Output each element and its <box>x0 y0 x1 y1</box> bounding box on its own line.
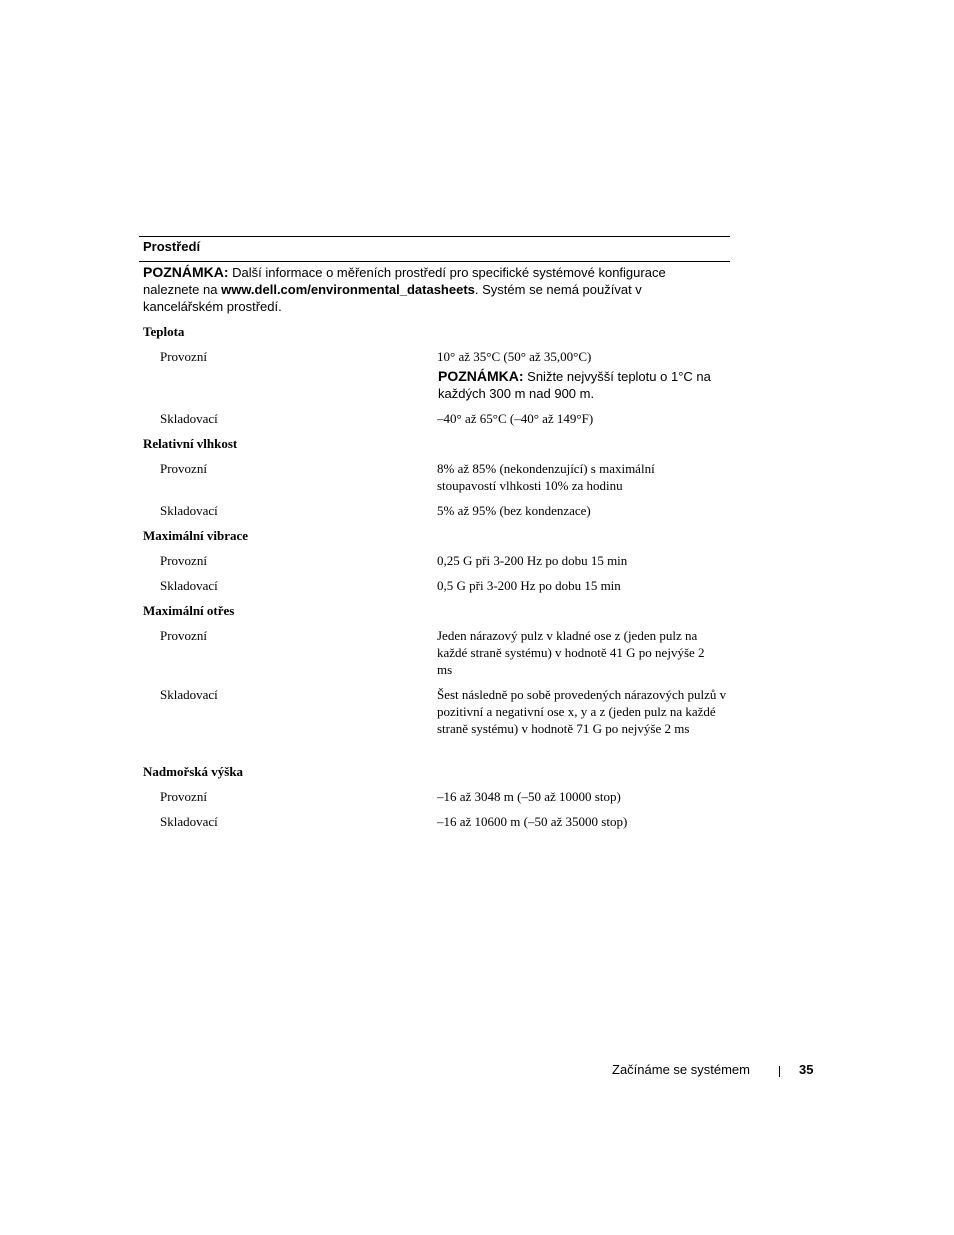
temperature-note <box>438 368 728 402</box>
row-value: –40° až 65°C (–40° až 149°F) <box>437 411 594 426</box>
page-number: 35 <box>799 1062 814 1077</box>
temperature-note-text: Snižte nejvyšší teplotu o 1°C na každých 300 m nad 900 m. <box>438 369 711 401</box>
group-title-teplota: Teplota <box>143 324 185 339</box>
note-text-2: . Systém se nemá používat v kancelářském prostředí. <box>143 282 642 314</box>
note-lead: POZNÁMKA: <box>143 264 229 280</box>
row-label: Skladovací <box>160 578 218 593</box>
environment-note <box>143 264 723 315</box>
row-value: Jeden nárazový pulz v kladné ose z (jeden pulz na každé straně systému) v hodnotě 41 G po nejvýše 2 ms <box>437 628 705 677</box>
group-title-vlhkost: Relativní vlhkost <box>143 436 238 451</box>
row-value: 8% až 85% (nekondenzující) s maximální stoupavostí vlhkosti 10% za hodinu <box>437 461 655 493</box>
row-value: 5% až 95% (bez kondenzace) <box>437 503 591 518</box>
row-label: Provozní <box>160 553 207 568</box>
temperature-note-lead: POZNÁMKA: <box>438 368 524 384</box>
group-title-vibrace: Maximální vibrace <box>143 528 249 543</box>
datasheet-link[interactable]: www.dell.com/environmental_datasheets <box>221 282 475 297</box>
row-value: 0,5 G při 3-200 Hz po dobu 15 min <box>437 578 621 593</box>
footer-chapter: Začínáme se systémem <box>612 1062 750 1077</box>
row-label: Provozní <box>160 349 207 364</box>
row-label: Skladovací <box>160 503 218 518</box>
section-title: Prostředí <box>143 239 201 254</box>
row-label: Provozní <box>160 628 207 643</box>
header-rule-bottom <box>139 261 730 262</box>
row-label: Skladovací <box>160 814 218 829</box>
note-text-1: Další informace o měřeních prostředí pro specifické systémové konfigurace naleznete na <box>143 265 666 297</box>
row-label: Provozní <box>160 461 207 476</box>
footer-separator <box>779 1066 780 1077</box>
header-rule-top <box>139 236 730 237</box>
group-title-vyska: Nadmořská výška <box>143 764 244 779</box>
row-value: 10° až 35°C (50° až 35,00°C) <box>437 349 592 364</box>
group-title-otres: Maximální otřes <box>143 603 235 618</box>
row-value: Šest následně po sobě provedených nárazových pulzů v pozitivní a negativní ose x, y a z (jeden pulz na každé straně systému) v hodnotě 71 G po nejvýše 2 ms <box>437 687 727 736</box>
row-value: –16 až 10600 m (–50 až 35000 stop) <box>437 814 628 829</box>
row-label: Provozní <box>160 789 207 804</box>
row-value: 0,25 G při 3-200 Hz po dobu 15 min <box>437 553 628 568</box>
row-label: Skladovací <box>160 411 218 426</box>
row-label: Skladovací <box>160 687 218 702</box>
row-value: –16 až 3048 m (–50 až 10000 stop) <box>437 789 621 804</box>
